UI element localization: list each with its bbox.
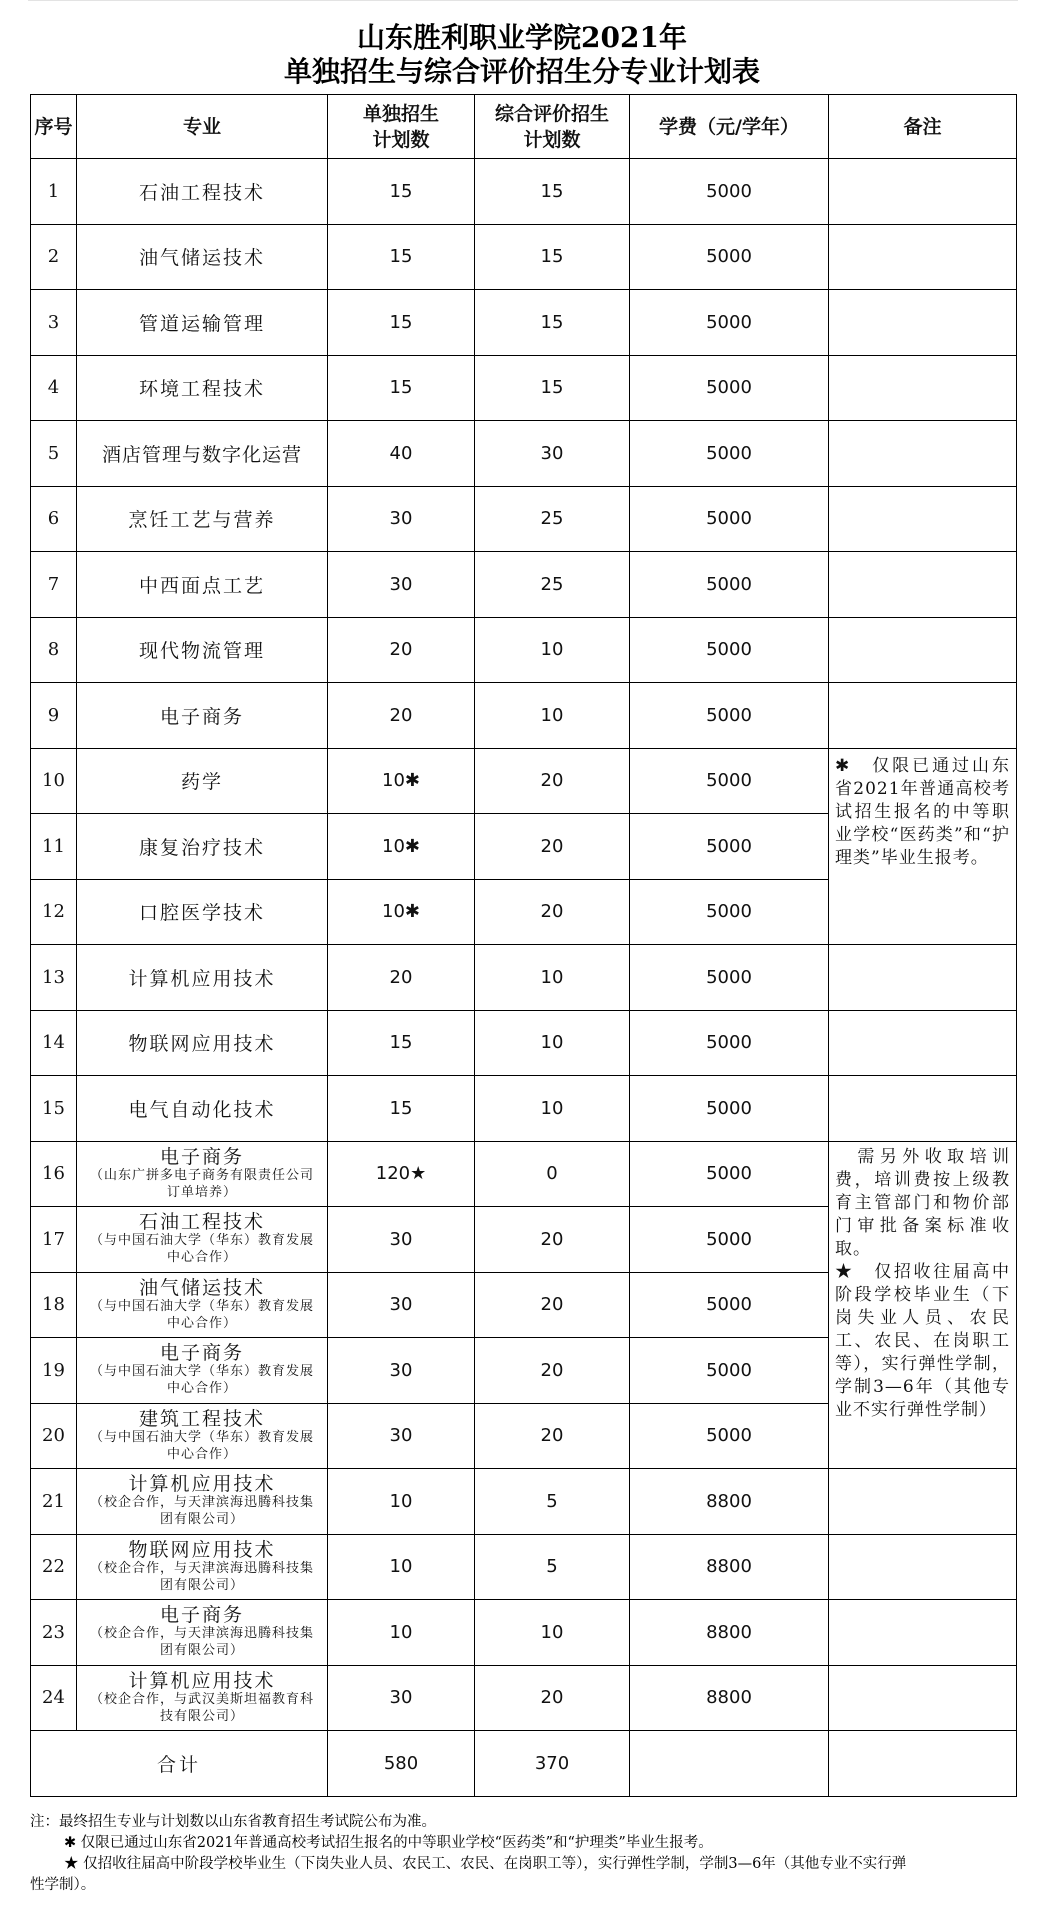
remark-cell <box>829 1076 1017 1142</box>
major-cell <box>77 1272 328 1338</box>
fee-cell: 5000 <box>630 1207 829 1273</box>
header-fee: 学费（元/学年） <box>630 95 829 159</box>
seq-cell: 20 <box>31 1403 77 1469</box>
table-row <box>31 1665 1017 1731</box>
footnote-medical: ✱ 仅限已通过山东省2021年普通高校考试招生报名的中等职业学校“医药类”和“护理类”毕业生报考。 <box>64 1835 713 1851</box>
seq-cell: 3 <box>31 290 77 356</box>
header-major: 专业 <box>77 95 328 159</box>
major-cell: 油气储运技术 <box>77 224 328 290</box>
table-row <box>31 617 1017 683</box>
header-single-line1: 单独招生 <box>362 102 439 125</box>
remark-cell <box>829 683 1017 749</box>
top-divider <box>28 0 1018 1</box>
total-comp: 370 <box>475 1731 630 1797</box>
single-cell: 10✱ <box>328 879 475 945</box>
fee-cell: 5000 <box>630 1010 829 1076</box>
fee-cell: 5000 <box>630 617 829 683</box>
remark-cell <box>829 1534 1017 1600</box>
major-partner-note: （与中国石油大学（华东）教育发展中心合作） <box>89 1298 314 1331</box>
remark-cell <box>829 1010 1017 1076</box>
header-comp-line2: 计划数 <box>523 128 581 151</box>
fee-cell: 5000 <box>630 1141 829 1207</box>
single-cell: 15 <box>328 355 475 421</box>
remark-cell <box>829 1469 1017 1535</box>
single-cell: 10✱ <box>328 814 475 880</box>
single-cell: 15 <box>328 159 475 225</box>
fee-cell: 5000 <box>630 683 829 749</box>
fee-cell: 5000 <box>630 421 829 487</box>
single-cell: 20 <box>328 683 475 749</box>
table-row <box>31 421 1017 487</box>
single-cell: 15 <box>328 1010 475 1076</box>
major-cell: 石油工程技术 <box>77 159 328 225</box>
remark-cell <box>829 355 1017 421</box>
single-cell: 10 <box>328 1534 475 1600</box>
fee-cell: 5000 <box>630 290 829 356</box>
header-remark: 备注 <box>829 95 1017 159</box>
single-cell: 15 <box>328 1076 475 1142</box>
header-comprehensive <box>475 95 630 159</box>
seq-cell: 2 <box>31 224 77 290</box>
header-seq: 序号 <box>31 95 77 159</box>
major-cell: 管道运输管理 <box>77 290 328 356</box>
footnotes <box>30 1812 1020 1896</box>
major-cell: 康复治疗技术 <box>77 814 328 880</box>
major-name: 计算机应用技术 <box>128 1669 276 1692</box>
total-remark-cell <box>829 1731 1017 1797</box>
comp-cell: 5 <box>475 1534 630 1600</box>
table-row <box>31 1534 1017 1600</box>
page-title: 山东胜利职业学院2021年 <box>357 21 687 54</box>
major-name: 油气储运技术 <box>138 1276 265 1299</box>
single-cell: 120★ <box>328 1141 475 1207</box>
major-cell <box>77 1534 328 1600</box>
total-fee-cell <box>630 1731 829 1797</box>
seq-cell: 7 <box>31 552 77 618</box>
comp-cell: 15 <box>475 224 630 290</box>
remark-cell <box>829 159 1017 225</box>
fee-cell: 8800 <box>630 1534 829 1600</box>
seq-cell: 18 <box>31 1272 77 1338</box>
fee-cell: 5000 <box>630 224 829 290</box>
major-cell <box>77 1338 328 1404</box>
total-label: 合计 <box>31 1731 328 1797</box>
single-cell: 15 <box>328 290 475 356</box>
seq-cell: 22 <box>31 1534 77 1600</box>
major-partner-note: （与中国石油大学（华东）教育发展中心合作） <box>89 1429 314 1462</box>
major-partner-note: （与中国石油大学（华东）教育发展中心合作） <box>89 1233 314 1266</box>
fee-cell: 5000 <box>630 1076 829 1142</box>
remark-cell <box>829 945 1017 1011</box>
header-row <box>31 95 1017 159</box>
comp-cell: 30 <box>475 421 630 487</box>
single-cell: 30 <box>328 1272 475 1338</box>
remark-cell <box>829 224 1017 290</box>
footnote-general: 注：最终招生专业与计划数以山东省教育招生考试院公布为准。 <box>30 1814 436 1830</box>
major-partner-note: （山东广拼多电子商务有限责任公司订单培养） <box>89 1167 314 1200</box>
comp-cell: 10 <box>475 683 630 749</box>
major-partner-note: （校企合作，与天津滨海迅腾科技集团有限公司） <box>89 1560 314 1593</box>
fee-cell: 8800 <box>630 1469 829 1535</box>
remark-cell <box>829 290 1017 356</box>
seq-cell: 16 <box>31 1141 77 1207</box>
header-comp-line1: 综合评价招生 <box>494 102 609 125</box>
total-single: 580 <box>328 1731 475 1797</box>
major-cell <box>77 1141 328 1207</box>
seq-cell: 8 <box>31 617 77 683</box>
remark-cell <box>829 486 1017 552</box>
major-cell: 药学 <box>77 748 328 814</box>
table-row <box>31 1469 1017 1535</box>
footnote-eligibility-cont: 性学制）。 <box>30 1877 96 1893</box>
comp-cell: 10 <box>475 945 630 1011</box>
major-cell <box>77 1207 328 1273</box>
major-name: 物联网应用技术 <box>128 1538 276 1561</box>
single-cell: 15 <box>328 224 475 290</box>
remark-cell <box>829 1665 1017 1731</box>
fee-cell: 5000 <box>630 355 829 421</box>
comp-cell: 25 <box>475 552 630 618</box>
remark-cell <box>829 421 1017 487</box>
comp-cell: 20 <box>475 748 630 814</box>
comp-cell: 0 <box>475 1141 630 1207</box>
major-cell: 物联网应用技术 <box>77 1010 328 1076</box>
single-cell: 20 <box>328 617 475 683</box>
major-cell <box>77 1600 328 1666</box>
comp-cell: 10 <box>475 1010 630 1076</box>
comp-cell: 15 <box>475 159 630 225</box>
major-cell: 口腔医学技术 <box>77 879 328 945</box>
seq-cell: 14 <box>31 1010 77 1076</box>
fee-cell: 8800 <box>630 1665 829 1731</box>
major-name: 计算机应用技术 <box>128 1473 276 1496</box>
fee-cell: 5000 <box>630 748 829 814</box>
single-cell: 30 <box>328 1403 475 1469</box>
table-row <box>31 1076 1017 1142</box>
comp-cell: 15 <box>475 355 630 421</box>
table-row <box>31 224 1017 290</box>
single-cell: 30 <box>328 1338 475 1404</box>
seq-cell: 4 <box>31 355 77 421</box>
major-cell: 电子商务 <box>77 683 328 749</box>
comp-cell: 10 <box>475 1076 630 1142</box>
seq-cell: 17 <box>31 1207 77 1273</box>
major-cell: 现代物流管理 <box>77 617 328 683</box>
major-partner-note: （校企合作，与武汉美斯坦福教育科技有限公司） <box>89 1691 314 1724</box>
single-cell: 30 <box>328 552 475 618</box>
seq-cell: 21 <box>31 1469 77 1535</box>
header-single <box>328 95 475 159</box>
major-partner-note: （与中国石油大学（华东）教育发展中心合作） <box>89 1364 314 1397</box>
page-subtitle: 单独招生与综合评价招生分专业计划表 <box>283 55 760 88</box>
comp-cell: 20 <box>475 1338 630 1404</box>
comp-cell: 20 <box>475 1207 630 1273</box>
fee-cell: 5000 <box>630 159 829 225</box>
seq-cell: 24 <box>31 1665 77 1731</box>
fee-cell: 5000 <box>630 552 829 618</box>
major-name: 石油工程技术 <box>138 1211 265 1234</box>
major-cell <box>77 1403 328 1469</box>
fee-cell: 5000 <box>630 1403 829 1469</box>
table-row <box>31 1600 1017 1666</box>
seq-cell: 5 <box>31 421 77 487</box>
single-cell: 10 <box>328 1469 475 1535</box>
major-cell: 计算机应用技术 <box>77 945 328 1011</box>
remark-cooperation-eligibility: ★ 仅招收往届高中阶段学校毕业生（下岗失业人员、农民工、农民、在岗职工等），实行弹性学制，学制3—6年（其他专业不实行弹性学制） <box>835 1261 1010 1420</box>
major-name: 电子商务 <box>159 1604 244 1627</box>
table-row <box>31 945 1017 1011</box>
major-cell: 电气自动化技术 <box>77 1076 328 1142</box>
remark-cell <box>829 1600 1017 1666</box>
major-cell <box>77 1469 328 1535</box>
seq-cell: 9 <box>31 683 77 749</box>
major-cell: 环境工程技术 <box>77 355 328 421</box>
comp-cell: 10 <box>475 617 630 683</box>
footnote-eligibility: ★ 仅招收往届高中阶段学校毕业生（下岗失业人员、农民工、农民、在岗职工等），实行弹性学制，学制3—6年（其他专业不实行弹 <box>64 1856 907 1872</box>
remark-medical: ✱ 仅限已通过山东省2021年普通高校考试招生报名的中等职业学校“医药类”和“护理类”毕业生报考。 <box>829 748 1017 945</box>
fee-cell: 5000 <box>630 1338 829 1404</box>
seq-cell: 10 <box>31 748 77 814</box>
remark-cooperation <box>829 1141 1017 1469</box>
fee-cell: 5000 <box>630 1272 829 1338</box>
comp-cell: 20 <box>475 879 630 945</box>
single-cell: 30 <box>328 486 475 552</box>
major-cell: 中西面点工艺 <box>77 552 328 618</box>
major-cell: 烹饪工艺与营养 <box>77 486 328 552</box>
table-row <box>31 290 1017 356</box>
comp-cell: 20 <box>475 1665 630 1731</box>
comp-cell: 10 <box>475 1600 630 1666</box>
table-row <box>31 748 1017 814</box>
single-cell: 30 <box>328 1665 475 1731</box>
fee-cell: 5000 <box>630 486 829 552</box>
table-row <box>31 486 1017 552</box>
seq-cell: 13 <box>31 945 77 1011</box>
major-cell <box>77 1665 328 1731</box>
major-name: 电子商务 <box>159 1342 244 1365</box>
remark-cell <box>829 617 1017 683</box>
seq-cell: 12 <box>31 879 77 945</box>
seq-cell: 1 <box>31 159 77 225</box>
seq-cell: 23 <box>31 1600 77 1666</box>
table-row <box>31 552 1017 618</box>
enrollment-plan-table <box>30 94 1017 1797</box>
comp-cell: 25 <box>475 486 630 552</box>
single-cell: 10 <box>328 1600 475 1666</box>
table-row <box>31 355 1017 421</box>
comp-cell: 15 <box>475 290 630 356</box>
table-row <box>31 683 1017 749</box>
single-cell: 40 <box>328 421 475 487</box>
seq-cell: 6 <box>31 486 77 552</box>
fee-cell: 5000 <box>630 814 829 880</box>
table-row <box>31 1141 1017 1207</box>
fee-cell: 5000 <box>630 879 829 945</box>
seq-cell: 11 <box>31 814 77 880</box>
comp-cell: 5 <box>475 1469 630 1535</box>
comp-cell: 20 <box>475 1272 630 1338</box>
major-name: 建筑工程技术 <box>138 1407 265 1430</box>
major-name: 电子商务 <box>159 1145 244 1168</box>
single-cell: 20 <box>328 945 475 1011</box>
comp-cell: 20 <box>475 814 630 880</box>
major-cell: 酒店管理与数字化运营 <box>77 421 328 487</box>
remark-cooperation-fee: 需另外收取培训费，培训费按上级教育主管部门和物价部门审批备案标准收取。 <box>835 1146 1010 1259</box>
fee-cell: 5000 <box>630 945 829 1011</box>
major-partner-note: （校企合作，与天津滨海迅腾科技集团有限公司） <box>89 1495 314 1528</box>
comp-cell: 20 <box>475 1403 630 1469</box>
seq-cell: 15 <box>31 1076 77 1142</box>
single-cell: 10✱ <box>328 748 475 814</box>
remark-cell <box>829 552 1017 618</box>
seq-cell: 19 <box>31 1338 77 1404</box>
single-cell: 30 <box>328 1207 475 1273</box>
total-row <box>31 1731 1017 1797</box>
table-row <box>31 1010 1017 1076</box>
fee-cell: 8800 <box>630 1600 829 1666</box>
header-single-line2: 计划数 <box>372 128 430 151</box>
table-row <box>31 159 1017 225</box>
major-partner-note: （校企合作，与天津滨海迅腾科技集团有限公司） <box>89 1626 314 1659</box>
